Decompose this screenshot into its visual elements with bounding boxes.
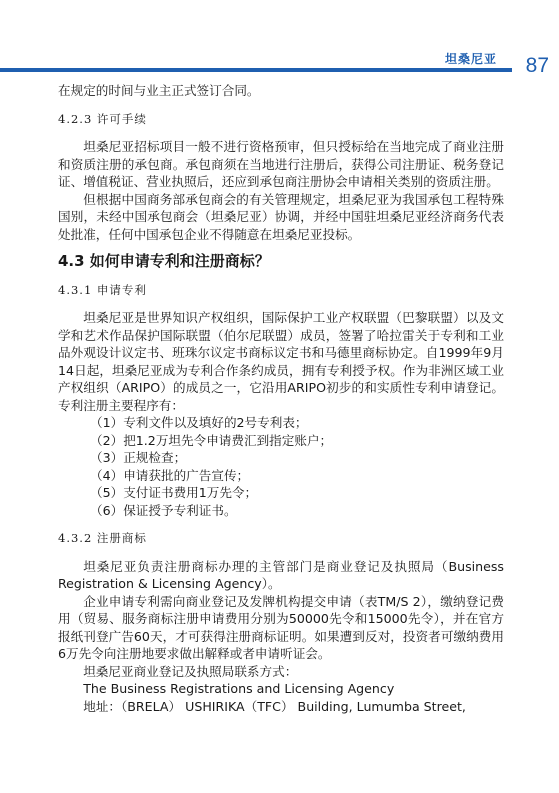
list-item: （5）支付证书费用1万先令； [90, 485, 258, 500]
list-item: （4）申请获批的广告宣传； [90, 467, 250, 483]
agency-name-english: The Business Registrations and Licensing Agency [83, 681, 395, 696]
paragraph-4-3-1-1: 坦桑尼亚是世界知识产权组织，国际保护工业产权联盟（巴黎联盟）以及文学和艺术作品保护国际联盟（伯尔尼联盟）成员，签署了哈拉雷关于专利和工业品外观设计议定书、班珠尔议定书商标议定书和马德里商标协定。自1999年9月14日起，坦桑尼亚成为专利合作条约成员，拥有专利授予权。作为非洲区域工业产权组织（ARIPO）的成员之一，它沿用ARIPO初步的和实质性专利申请登记。专利注册主要程序有： [58, 310, 504, 413]
paragraph-4-3-2-3: 坦桑尼亚商业登记及执照局联系方式： [83, 663, 298, 679]
page-number: 87 [525, 54, 549, 77]
list-item: （6）保证授予专利证书。 [90, 502, 237, 518]
paragraph-4-2-3-2: 但根据中国商务部承包商会的有关管理规定，坦桑尼亚为我国承包工程特殊国别，未经中国承包商会（坦桑尼亚）协调，并经中国驻坦桑尼亚经济商务代表处批准，任何中国承包企业不得随意在坦桑尼亚投标。 [58, 191, 504, 242]
heading-4-3: 4.3 如何申请专利和注册商标？ [58, 252, 270, 270]
list-item: （1）专利文件以及填好的2号专利表； [90, 415, 308, 430]
running-header-title: 坦桑尼亚 [444, 52, 497, 66]
list-item: （3）正规检查； [90, 450, 187, 465]
paragraph-4-3-2-1: 坦桑尼亚负责注册商标办理的主管部门是商业登记及执照局（Business Registration & Licensing Agency）。 [58, 558, 504, 591]
page-content [58, 82, 504, 715]
heading-4-2-3: 4.2.3 许可手续 [58, 111, 147, 126]
intro-paragraph: 在规定的时间与业主正式签订合同。 [58, 83, 260, 98]
paragraph-4-2-3-1: 坦桑尼亚招标项目一般不进行资格预审，但只授标给在当地完成了商业注册和资质注册的承包商。承包商须在当地进行注册后，获得公司注册证、税务登记证、增值税证、营业执照后，还应到承包商注册协会申请相关类别的资质注册。 [58, 139, 504, 189]
heading-4-3-2: 4.3.2 注册商标 [58, 531, 147, 545]
paragraph-4-3-2-2: 企业申请专利需向商业登记及发牌机构提交申请（表TM/S 2），缴纳登记费用（贸易、服务商标注册申请费用分别为50000先令和15000先令），并在官方报纸刊登广告60天，才可获得注册商标证明。如果遭到反对，投资者可缴纳费用6万先令向注册地要求做出解释或者申请听证会。 [58, 593, 504, 661]
header-rule [0, 68, 512, 72]
heading-4-3-1: 4.3.1 申请专利 [58, 282, 147, 297]
agency-address: 地址：（BRELA） USHIRIKA（TFC） Building, Lumumba Street, [83, 698, 466, 714]
list-item: （2）把1.2万坦先令申请费汇到指定账户； [90, 432, 333, 448]
